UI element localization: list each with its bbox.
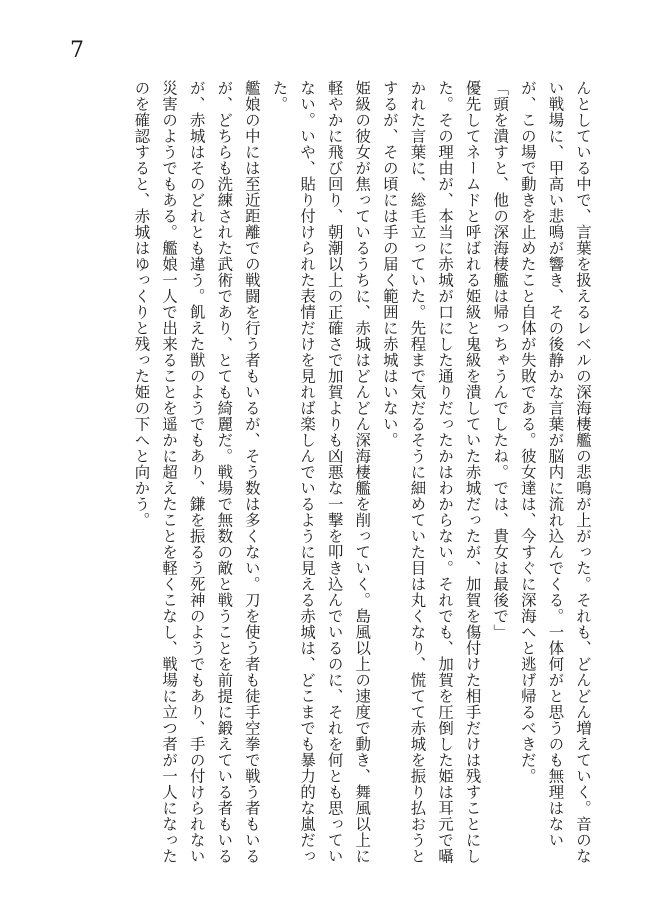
paragraph-4: 姫級の彼女が焦っているうちに、赤城はどんどん深海棲艦を削っていく。島風以上の速度で動き、舞風以上に軽やかに飛び回り、朝潮以上の正確さで加賀よりも凶悪な一撃を叩き込んでいるのに、それを何とも思っていない。いや、貼り付けられた表情だけを見れば楽しんでいるように見える赤城は、どこまでも暴力的な嵐だった。: [270, 80, 372, 864]
paragraph-3: 優先してネームドと呼ばれる姫級と鬼級を潰していた赤城だったが、加賀を傷付けた相手だけは残すことにした。その理由が、本当に赤城が口にした通りだったかはわからない。それでも、加賀を圧倒した姫は耳元で囁かれた言葉に、総毛立っていた。先程まで気だるそうに細めていた目は丸くなり、慌てて赤城を振り払おうとするが、その頃には手の届く範囲に赤城はいない。: [380, 80, 482, 864]
paragraph-5: 艦娘の中には至近距離での戦闘を行う者もいるが、そう数は多くない。刀を使う者も徒手空拳で戦う者もいるが、どちらも洗練された武術であり、とても綺麗だ。戦場で無数の敵と戦うことを前提に鍛えている者もいるが、赤城はそのどれとも違う。飢えた獣のようでもあり、鎌を振るう死神のようでもあり、手の付けられない災害のようでもある。艦娘一人で出来ることを遥かに超えたことを軽くこなし、戦場に立つ者が一人になったのを確認すると、赤城はゆっくりと残った姫の下へと向かう。: [132, 80, 261, 864]
paragraph-2: 「頭を潰すと、他の深海棲艦は帰っちゃうんでしたね。では、貴女は最後で」: [491, 80, 510, 640]
body-text: [127, 80, 596, 872]
paragraph-1: んとしている中で、言葉を扱えるレベルの深海棲艦の悲鳴が上がった。それも、どんどん増えていく。音のない戦場に、甲高い悲鳴が響き、その後静かな言葉が脳内に流れ込んでくる。一体何がと思うのも無理はないが、この場で動きを止めたこと自体が失敗である。彼女達は、今すぐに深海へと逃げ帰るべきだ。: [518, 80, 592, 864]
page-number: 7: [70, 38, 84, 63]
